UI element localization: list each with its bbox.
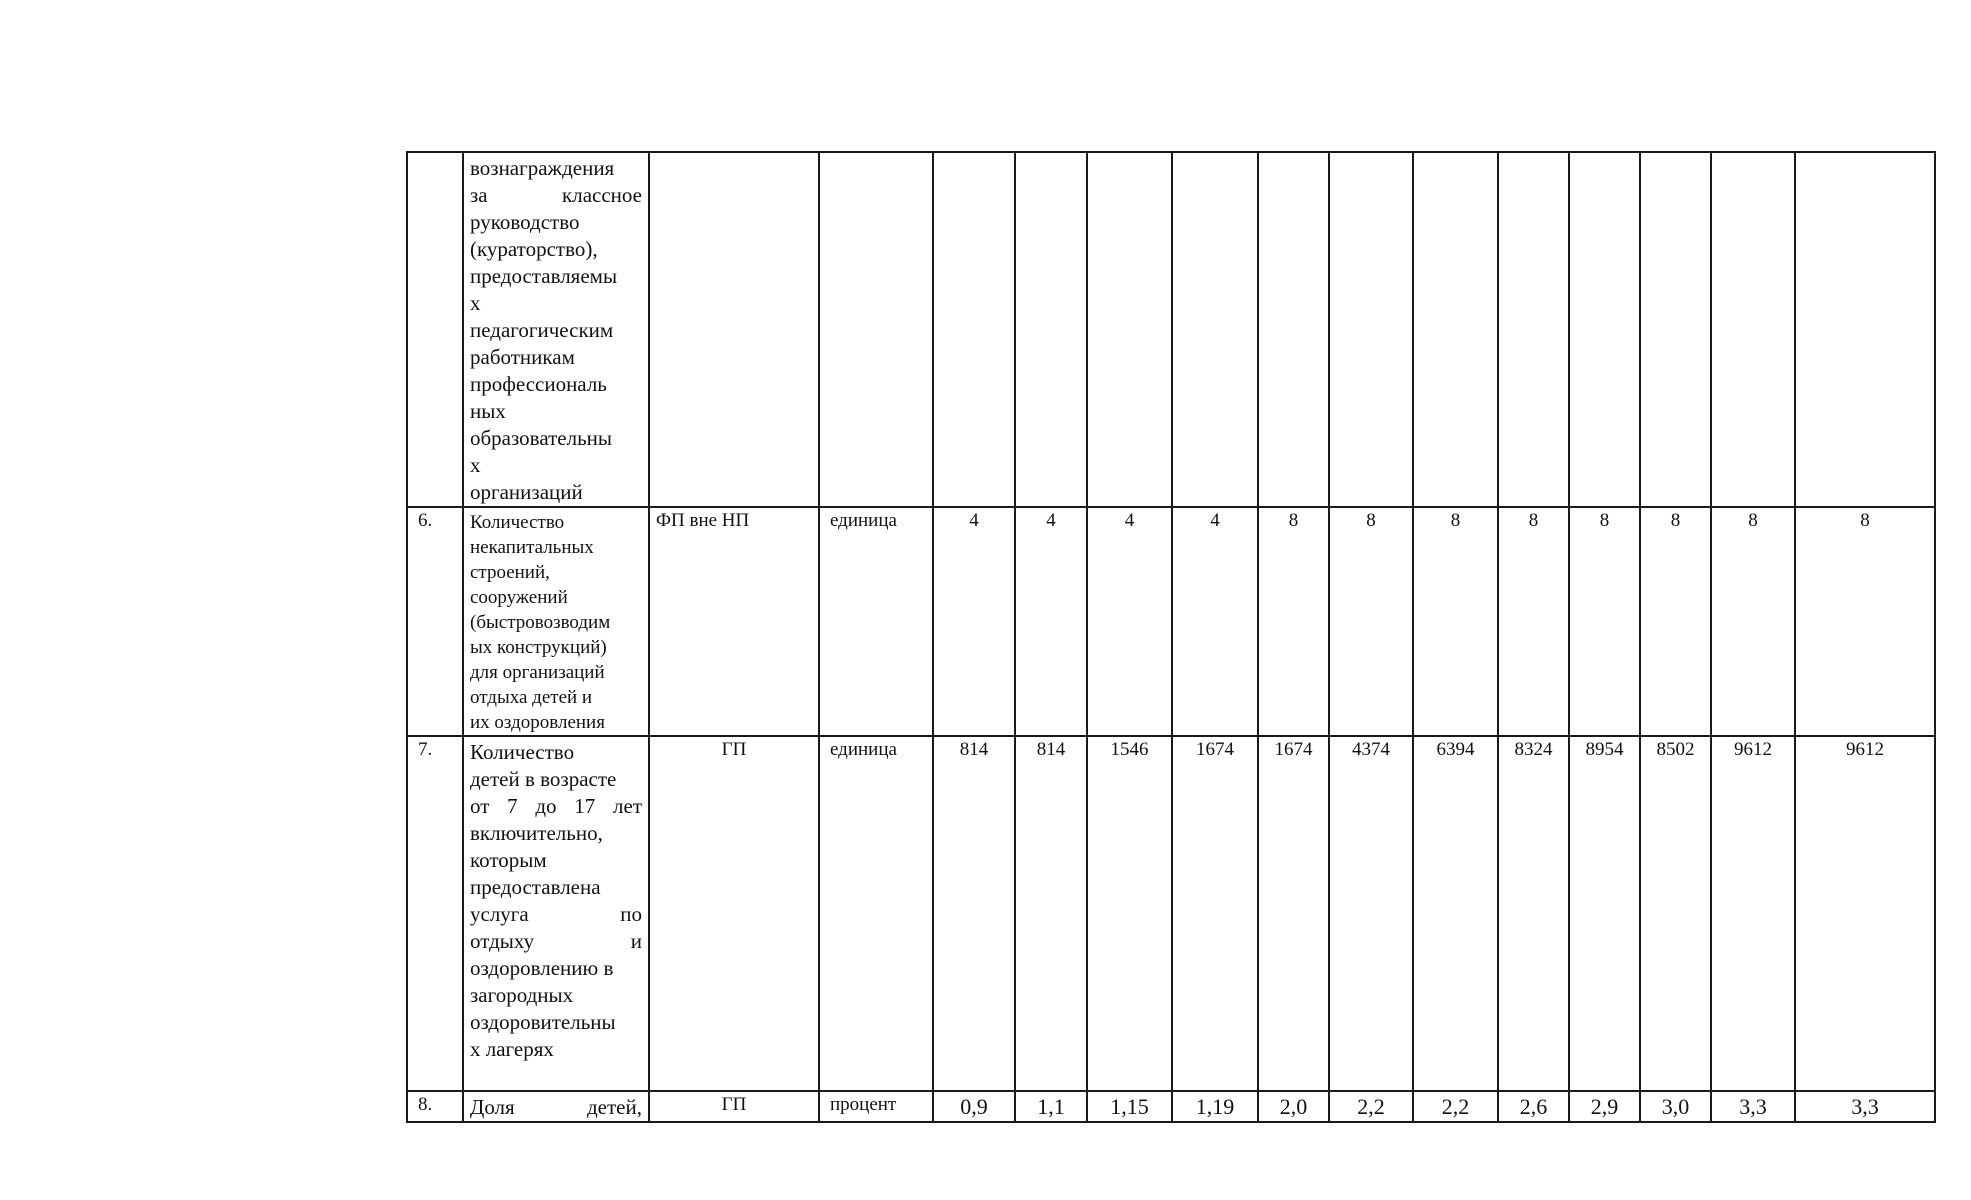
value-cell xyxy=(1569,152,1640,507)
value-cell: 8 xyxy=(1329,507,1413,736)
value-cell: 0,9 xyxy=(933,1091,1015,1122)
indicator-name-line: х xyxy=(470,291,481,315)
row-number xyxy=(407,152,463,507)
value-cell: 2,2 xyxy=(1329,1091,1413,1122)
value-cell: 1,15 xyxy=(1087,1091,1172,1122)
unit-cell xyxy=(819,152,933,507)
value-cell: 8 xyxy=(1711,507,1795,736)
indicators-table xyxy=(406,151,1936,1123)
value-cell: 8 xyxy=(1258,507,1329,736)
indicator-name-line: Количество xyxy=(470,740,575,764)
value-cell: 2,6 xyxy=(1498,1091,1569,1122)
value-cell xyxy=(1498,152,1569,507)
indicator-name-line: (кураторство), xyxy=(470,237,598,261)
indicator-name-line: (быстровозводим xyxy=(470,612,611,633)
value-cell: 1546 xyxy=(1087,736,1172,1091)
value-cell: 3,0 xyxy=(1640,1091,1711,1122)
source-cell: ФП вне НП xyxy=(649,507,819,736)
value-cell: 8 xyxy=(1795,507,1935,736)
indicator-name-line: вознаграждения xyxy=(470,156,615,180)
indicator-name-line: строений, xyxy=(470,562,550,583)
value-cell: 1,19 xyxy=(1172,1091,1258,1122)
value-cell: 8502 xyxy=(1640,736,1711,1091)
indicator-name-line: детей в возрасте xyxy=(470,767,617,791)
source-cell: ГП xyxy=(649,1091,819,1122)
indicator-name xyxy=(463,736,649,1091)
unit-cell: единица xyxy=(819,507,933,736)
indicator-name-line: оздоровительны xyxy=(470,1010,616,1034)
value-cell xyxy=(1087,152,1172,507)
indicator-name-line: х xyxy=(470,453,481,477)
indicator-name-line: профессиональ xyxy=(470,372,607,396)
indicator-name xyxy=(463,1091,649,1122)
value-cell: 8954 xyxy=(1569,736,1640,1091)
value-cell: 8 xyxy=(1569,507,1640,736)
value-cell xyxy=(1711,152,1795,507)
value-cell: 814 xyxy=(1015,736,1087,1091)
value-cell: 3,3 xyxy=(1711,1091,1795,1122)
table-row xyxy=(407,152,1935,507)
indicator-name-line: работникам xyxy=(470,345,575,369)
value-cell: 8 xyxy=(1640,507,1711,736)
value-cell: 2,2 xyxy=(1413,1091,1498,1122)
indicator-name-line: для организаций xyxy=(470,662,605,683)
indicator-name-line: Количество xyxy=(470,512,565,533)
value-cell: 1674 xyxy=(1258,736,1329,1091)
row-number: 6. xyxy=(407,507,463,736)
source-cell xyxy=(649,152,819,507)
indicator-name-line: которым xyxy=(470,848,547,872)
value-cell xyxy=(933,152,1015,507)
indicator-name-line: загородных xyxy=(470,983,574,1007)
value-cell: 814 xyxy=(933,736,1015,1091)
value-cell: 4 xyxy=(1172,507,1258,736)
indicator-name-line: организаций xyxy=(470,480,583,504)
unit-cell: единица xyxy=(819,736,933,1091)
value-cell: 8324 xyxy=(1498,736,1569,1091)
indicator-name-line: Доля детей, xyxy=(470,1095,642,1119)
indicator-name-line: их оздоровления xyxy=(470,712,605,733)
indicator-name-line: руководство xyxy=(470,210,580,234)
value-cell: 4374 xyxy=(1329,736,1413,1091)
source-cell: ГП xyxy=(649,736,819,1091)
value-cell: 2,9 xyxy=(1569,1091,1640,1122)
indicator-name-line: отдыху и xyxy=(470,929,642,953)
value-cell: 9612 xyxy=(1711,736,1795,1091)
value-cell xyxy=(1413,152,1498,507)
indicator-name-line: педагогическим xyxy=(470,318,614,342)
row-number: 8. xyxy=(407,1091,463,1122)
value-cell: 4 xyxy=(1087,507,1172,736)
value-cell xyxy=(1795,152,1935,507)
table-row xyxy=(407,736,1935,1091)
indicator-name-line: ых конструкций) xyxy=(470,637,607,658)
indicator-name xyxy=(463,152,649,507)
indicator-name-line: отдыха детей и xyxy=(470,687,593,708)
indicator-name-line: некапитальных xyxy=(470,537,594,558)
value-cell: 2,0 xyxy=(1258,1091,1329,1122)
indicator-name-line: предоставлена xyxy=(470,875,601,899)
table-row xyxy=(407,1091,1935,1122)
value-cell: 4 xyxy=(1015,507,1087,736)
row-number: 7. xyxy=(407,736,463,1091)
value-cell xyxy=(1258,152,1329,507)
value-cell: 1,1 xyxy=(1015,1091,1087,1122)
value-cell xyxy=(1015,152,1087,507)
value-cell: 3,3 xyxy=(1795,1091,1935,1122)
indicator-name-line: предоставляемы xyxy=(470,264,618,288)
value-cell xyxy=(1172,152,1258,507)
value-cell: 8 xyxy=(1498,507,1569,736)
indicator-name-line: от 7 до 17 лет xyxy=(470,794,642,818)
value-cell: 8 xyxy=(1413,507,1498,736)
indicator-name-line: образовательны xyxy=(470,426,612,450)
indicator-name-line: ных xyxy=(470,399,506,423)
value-cell: 6394 xyxy=(1413,736,1498,1091)
indicator-name-line: оздоровлению в xyxy=(470,956,614,980)
indicator-name xyxy=(463,507,649,736)
table-row xyxy=(407,507,1935,736)
indicator-name-line: сооружений xyxy=(470,587,568,608)
indicator-name-line: включительно, xyxy=(470,821,603,845)
unit-cell: процент xyxy=(819,1091,933,1122)
indicator-name-line: за классное xyxy=(470,183,642,207)
value-cell: 9612 xyxy=(1795,736,1935,1091)
value-cell: 1674 xyxy=(1172,736,1258,1091)
value-cell xyxy=(1640,152,1711,507)
value-cell xyxy=(1329,152,1413,507)
indicator-name-line: услуга по xyxy=(470,902,642,926)
value-cell: 4 xyxy=(933,507,1015,736)
indicator-name-line: х лагерях xyxy=(470,1037,554,1061)
